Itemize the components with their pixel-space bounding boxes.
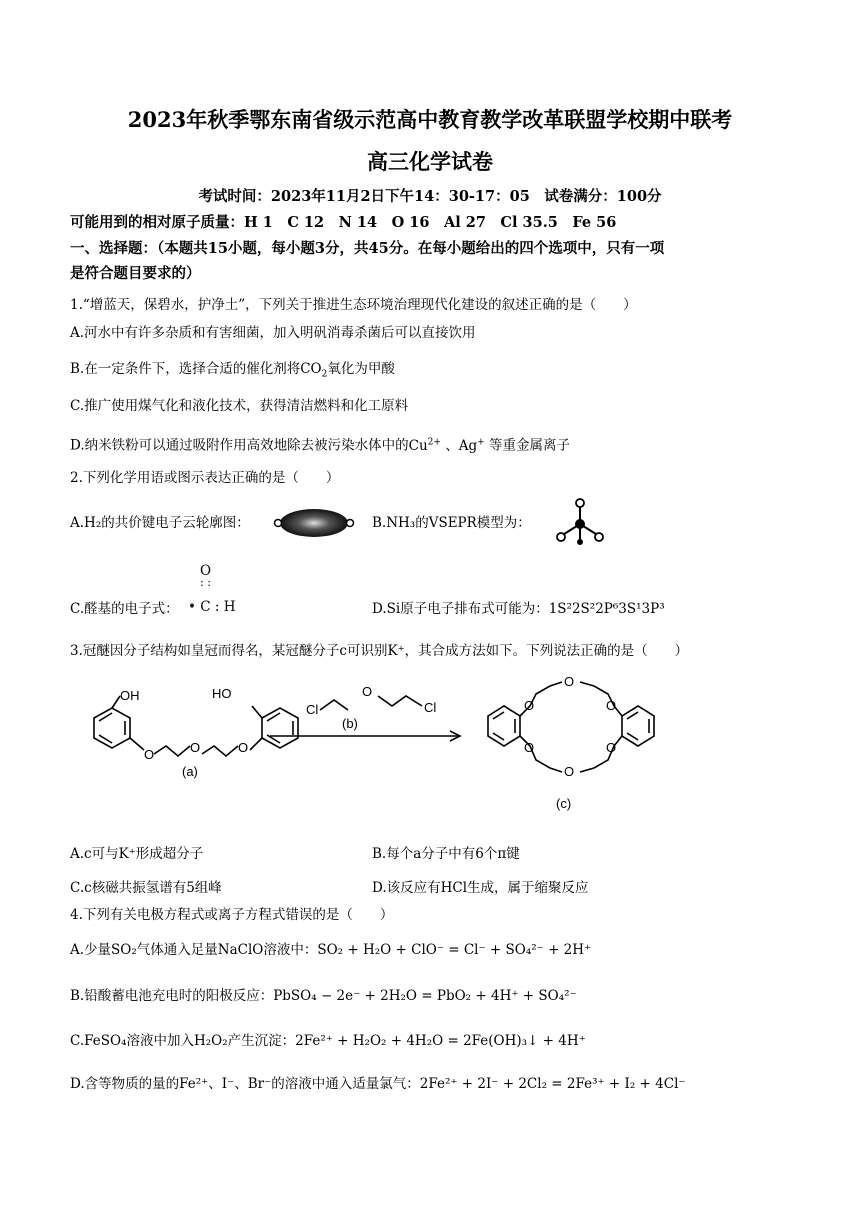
exam-subtitle: 高三化学试卷: [367, 149, 493, 174]
section-heading-line2: 是符合题目要求的）: [70, 265, 201, 282]
q1-option-d-post: 等重金属离子: [488, 437, 570, 454]
crown-ether-synthesis-figure: [66, 672, 706, 822]
o-label-c6: O: [606, 740, 617, 755]
q3-option-c: C.c核磁共振氢谱有5组峰: [70, 880, 222, 896]
q1-option-d: [70, 433, 570, 455]
atomic-masses: 可能用到的相对原子质量：H 1 C 12 N 14 O 16 Al 27 Cl 35.5 Fe 56: [70, 214, 617, 231]
section-heading-line1: 一、选择题：（本题共15小题，每小题3分，共45分。在每小题给出的四个选项中，只有一项: [70, 240, 665, 257]
label-c: (c): [556, 796, 572, 811]
label-a: (a): [182, 764, 198, 779]
h2-electron-cloud-figure: [272, 505, 356, 541]
o-label-a2: O: [190, 740, 201, 755]
q4-option-c: C.FeSO₄溶液中加入H₂O₂产生沉淀：2Fe²⁺ + H₂O₂ + 4H₂O = 2Fe(OH)₃↓ + 4H⁺: [70, 1033, 586, 1049]
cl-label-right: Cl: [424, 700, 437, 715]
oh-label: OH: [120, 688, 140, 703]
o-label-a1: O: [144, 747, 155, 762]
q1-option-c: C.推广使用煤气化和液化技术，获得清洁燃料和化工原料: [70, 398, 409, 414]
exam-title: 2023年秋季鄂东南省级示范高中教育教学改革联盟学校期中联考: [127, 107, 733, 132]
q1-option-d-pre: D.纳米铁粉可以通过吸附作用高效地除去被污染水体中的: [70, 437, 409, 454]
q3-option-b: B.每个a分子中有6个π键: [372, 846, 520, 862]
q1-option-b: [70, 360, 395, 384]
q1-option-a: A.河水中有许多杂质和有害细菌，加入明矾消毒杀菌后可以直接饮用: [70, 325, 476, 341]
q3-stem: 3.冠醚因分子结构如皇冠而得名，某冠醚分子c可识别K⁺，其合成方法如下。下列说法正确的是（ ）: [70, 643, 689, 659]
q2-option-d: D.Si原子电子排布式可能为：1S²2S²2P⁶3S¹3P³: [372, 601, 665, 617]
o-label-c2: O: [564, 674, 575, 689]
q4-option-d: D.含等物质的量的Fe²⁺、I⁻、Br⁻的溶液中通入适量氯气：2Fe²⁺ + 2I⁻ + 2Cl₂ = 2Fe³⁺ + I₂ + 4Cl⁻: [70, 1076, 686, 1092]
aldehyde-electron-dot: [188, 562, 238, 622]
q4-option-a: A.少量SO₂气体通入足量NaClO溶液中：SO₂ + H₂O + ClO⁻ = Cl⁻ + SO₄²⁻ + 2H⁺: [70, 942, 592, 958]
q2-option-b: B.NH₃的VSEPR模型为：: [372, 515, 531, 531]
q3-option-d: D.该反应有HCl生成，属于缩聚反应: [372, 880, 589, 896]
metal-ions: $Cu^{2+}$ 、Ag+: [408, 437, 485, 454]
q4-stem: 4.下列有关电极方程式或离子方程式错误的是（ ）: [70, 907, 394, 923]
o-label-b: O: [362, 684, 373, 699]
q2-option-c: C.醛基的电子式：: [70, 601, 179, 617]
nh3-vsepr-figure: [552, 496, 608, 550]
aldehyde-o-atom: O: [200, 563, 212, 579]
exam-info: 考试时间：2023年11月2日下午14：30-17：05 试卷满分：100分: [198, 188, 662, 205]
o-label-c1: O: [524, 698, 535, 713]
label-b: (b): [342, 716, 358, 731]
o-label-c5: O: [564, 764, 575, 779]
q1-stem: 1.“增蓝天，保碧水，护净土”，下列关于推进生态环境治理现代化建设的叙述正确的是（ ）: [70, 297, 637, 313]
aldehyde-o-electrons: : :: [200, 576, 211, 589]
o-label-a3: O: [238, 740, 249, 755]
ho-label: HO: [212, 686, 232, 701]
cl-label-left: Cl: [306, 702, 319, 717]
q2-option-a: A.H₂的共价键电子云轮廓图：: [70, 515, 250, 531]
q1-option-b-pre: B.在一定条件下，选择合适的催化剂将: [70, 361, 301, 377]
q4-option-b: B.铅酸蓄电池充电时的阳极反应：PbSO₄ − 2e⁻ + 2H₂O = PbO₂ + 4H⁺ + SO₄²⁻: [70, 988, 577, 1004]
q2-stem: 2.下列化学用语或图示表达正确的是（ ）: [70, 470, 340, 486]
o-label-c3: O: [606, 698, 617, 713]
o-label-c4: O: [524, 740, 535, 755]
aldehyde-c-h: • C : H: [188, 599, 236, 615]
q3-option-a: A.c可与K⁺形成超分子: [70, 846, 204, 862]
co2-formula: $CO_2$: [300, 361, 328, 380]
q1-option-b-post: 氧化为甲酸: [327, 361, 395, 377]
